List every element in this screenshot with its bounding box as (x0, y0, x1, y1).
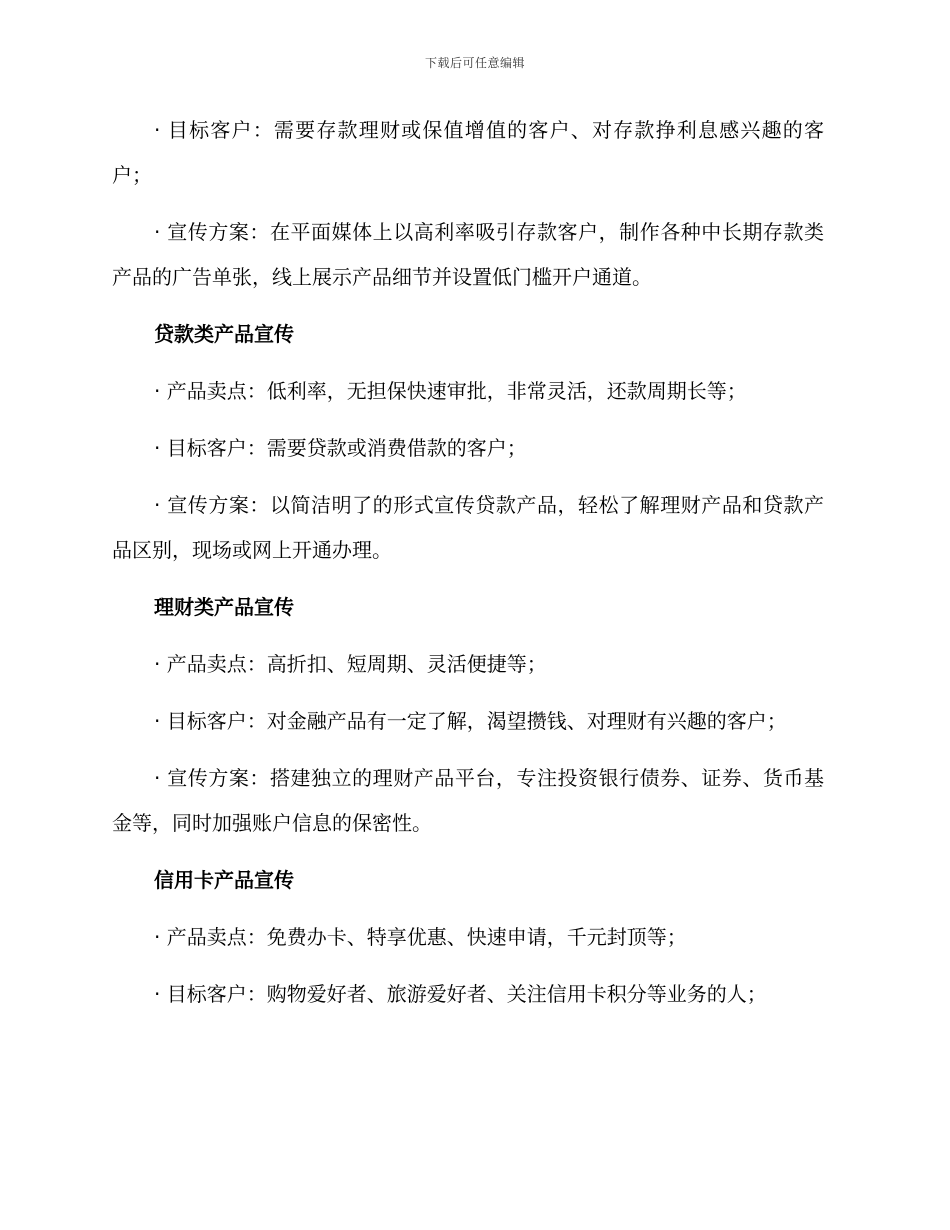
document-body (112, 108, 824, 1029)
paragraph-wealth-target-customers: · 目标客户：对金融产品有一定了解，渴望攒钱、对理财有兴趣的客户； (154, 709, 787, 733)
paragraph-loan-target-customers: · 目标客户：需要贷款或消费借款的客户； (154, 436, 527, 460)
paragraph-wealth-promotion-plan: · 宣传方案：搭建独立的理财产品平台，专注投资银行债券、证券、货币基金等，同时加强账户信息的保密性。 (112, 766, 824, 835)
paragraph-loan-selling-points: · 产品卖点：低利率，无担保快速审批，非常灵活，还款周期长等； (154, 379, 747, 403)
paragraph-wealth-selling-points: · 产品卖点：高折扣、短周期、灵活便捷等； (154, 652, 547, 676)
paragraph-credit-card-target-customers: · 目标客户：购物爱好者、旅游爱好者、关注信用卡积分等业务的人； (154, 982, 767, 1006)
page-header-note: 下载后可任意编辑 (424, 56, 525, 70)
heading-wealth-products: 理财类产品宣传 (154, 595, 294, 619)
heading-loan-products: 贷款类产品宣传 (154, 322, 294, 346)
paragraph-deposit-target-customers: · 目标客户：需要存款理财或保值增值的客户、对存款挣利息感兴趣的客户； (112, 118, 824, 187)
paragraph-deposit-promotion-plan: · 宣传方案：在平面媒体上以高利率吸引存款客户，制作各种中长期存款类产品的广告单张，线上展示产品细节并设置低门槛开户通道。 (112, 220, 824, 289)
paragraph-loan-promotion-plan: · 宣传方案：以简洁明了的形式宣传贷款产品，轻松了解理财产品和贷款产品区别，现场或网上开通办理。 (112, 493, 824, 562)
paragraph-credit-card-selling-points: · 产品卖点：免费办卡、特享优惠、快速申请，千元封顶等； (154, 925, 687, 949)
heading-credit-card-products: 信用卡产品宣传 (154, 868, 294, 892)
